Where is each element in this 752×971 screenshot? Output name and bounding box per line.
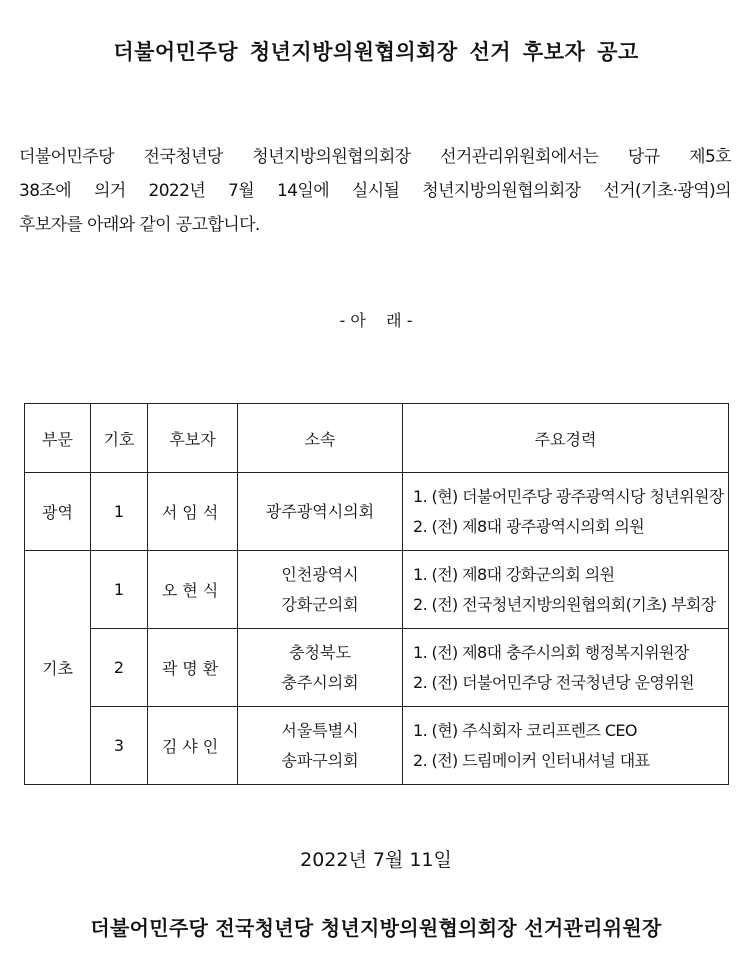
- affiliation-line: 충주시의회: [281, 672, 359, 692]
- career-cell: [403, 551, 729, 629]
- career-line: 1. (현) 더불어민주당 광주광역시당 청년위원장: [413, 486, 724, 506]
- affiliation-cell: [238, 707, 403, 785]
- affiliation-cell: [238, 629, 403, 707]
- career-line: 2. (전) 제8대 광주광역시의회 의원: [413, 516, 645, 536]
- career-line: 2. (전) 드림메이커 인터내셔널 대표: [413, 750, 650, 770]
- career-cell: [403, 473, 729, 551]
- candidate-table: [24, 403, 729, 785]
- number-cell: 1: [91, 551, 148, 629]
- notice-body-line: 더불어민주당 전국청년당 청년지방의원협의회장 선거관리위원회에서는 당규 제5호: [19, 147, 731, 167]
- header-career: 주요경력: [403, 404, 729, 473]
- career-line: 1. (전) 제8대 충주시의회 행정복지위원장: [413, 642, 689, 662]
- affiliation-line: 강화군의회: [281, 594, 359, 614]
- header-affiliation: 소속: [238, 404, 403, 473]
- candidate-name-cell: 오현식: [148, 551, 238, 629]
- affiliation-line: 서울특별시: [281, 720, 359, 740]
- career-line: 1. (전) 제8대 강화군의회 의원: [413, 564, 615, 584]
- notice-body-line: 38조에 의거 2022년 7월 14일에 실시될 청년지방의원협의회장 선거(기초·광역)의: [19, 181, 731, 201]
- notice-title: 더불어민주당 청년지방의원협의회장 선거 후보자 공고: [113, 39, 639, 64]
- notice-body: [19, 140, 731, 242]
- affiliation-line: 송파구의회: [281, 750, 359, 770]
- header-number: 기호: [91, 404, 148, 473]
- career-line: 1. (현) 주식회자 코리프렌즈 CEO: [413, 720, 637, 740]
- table-row: [25, 473, 729, 551]
- career-cell: [403, 629, 729, 707]
- division-cell: 기초: [25, 551, 91, 785]
- career-line: 2. (전) 더불어민주당 전국청년당 운영위원: [413, 672, 694, 692]
- below-label: - 아 래 -: [339, 311, 413, 330]
- notice-body-line: 후보자를 아래와 같이 공고합니다.: [19, 215, 260, 235]
- header-division: 부문: [25, 404, 91, 473]
- affiliation-line: 광주광역시의회: [265, 501, 375, 521]
- affiliation-cell: [238, 473, 403, 551]
- career-line: 2. (전) 전국청년지방의원협의회(기초) 부회장: [413, 594, 716, 614]
- number-cell: 2: [91, 629, 148, 707]
- issuer-signature: 더불어민주당 전국청년당 청년지방의원협의회장 선거관리위원장: [90, 916, 662, 940]
- division-cell: 광역: [25, 473, 91, 551]
- number-cell: 3: [91, 707, 148, 785]
- career-cell: [403, 707, 729, 785]
- header-candidate: 후보자: [148, 404, 238, 473]
- affiliation-line: 인천광역시: [281, 564, 359, 584]
- affiliation-line: 충청북도: [289, 642, 351, 662]
- candidate-name-cell: 서임석: [148, 473, 238, 551]
- table-row: [25, 707, 729, 785]
- notice-date: 2022년 7월 11일: [300, 849, 452, 871]
- candidate-name-cell: 김샤인: [148, 707, 238, 785]
- affiliation-cell: [238, 551, 403, 629]
- table-header-row: [25, 404, 729, 473]
- table-row: [25, 551, 729, 629]
- table-row: [25, 629, 729, 707]
- number-cell: 1: [91, 473, 148, 551]
- candidate-name-cell: 곽명환: [148, 629, 238, 707]
